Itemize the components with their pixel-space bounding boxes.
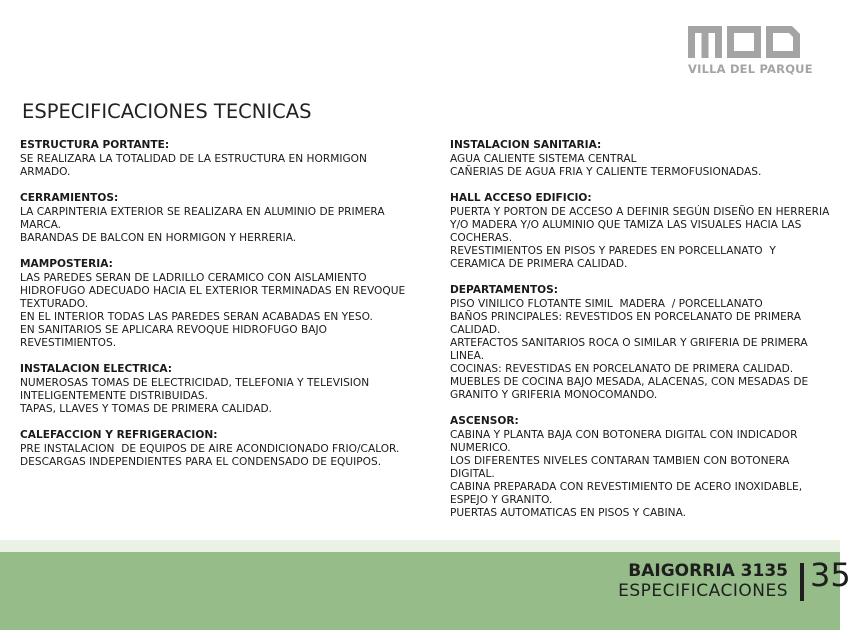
spec-section-title: ASCENSOR: [450, 415, 519, 427]
footer-address: BAIGORRIA 3135 [628, 561, 788, 581]
spec-line: PUERTA Y PORTON DE ACCESO A DEFINIR SEGÚN DISEÑO EN HERRERIA Y/O MADERA Y/O ALUMINIO QUE TAMIZA LAS VISUALES HACIA LAS COCHERAS. [450, 206, 833, 244]
spec-line: PISO VINILICO FLOTANTE SIMIL MADERA / PORCELLANATO [450, 298, 763, 310]
spec-section-title: INSTALACION SANITARIA: [450, 139, 602, 151]
spec-line: NUMEROSAS TOMAS DE ELECTRICIDAD, TELEFONIA Y TELEVISION INTELIGENTEMENTE DISTRIBUIDAS. [20, 377, 373, 402]
spec-line: SE REALIZARA LA TOTALIDAD DE LA ESTRUCTURA EN HORMIGON ARMADO. [20, 153, 371, 178]
spec-section-title: HALL ACCESO EDIFICIO: [450, 192, 592, 204]
footer-divider-strip [0, 540, 840, 552]
brand-logo [688, 26, 813, 76]
spec-section-title: DEPARTAMENTOS: [450, 284, 559, 296]
spec-line: LAS PAREDES SERAN DE LADRILLO CERAMICO CON AISLAMIENTO HIDROFUGO ADECUADO HACIA EL EXTERIOR TERMINADAS EN REVOQUE TEXTURADO. [20, 272, 409, 310]
spec-line: REVESTIMIENTOS EN PISOS Y PAREDES EN PORCELLANATO Y CERAMICA DE PRIMERA CALIDAD. [450, 245, 780, 270]
footer-text-block [618, 561, 788, 601]
spec-section-title: CALEFACCION Y REFRIGERACION: [20, 429, 218, 441]
spec-section-title: INSTALACION ELECTRICA: [20, 363, 172, 375]
spec-section [20, 139, 415, 179]
spec-section-title: CERRAMIENTOS: [20, 192, 119, 204]
spec-line: TAPAS, LLAVES Y TOMAS DE PRIMERA CALIDAD. [20, 403, 272, 415]
spec-section [20, 363, 415, 416]
spec-column-left [20, 139, 415, 482]
spec-section [20, 258, 415, 350]
footer-band [0, 552, 851, 630]
brand-subtitle: VILLA DEL PARQUE [688, 62, 813, 76]
spec-line: MUEBLES DE COCINA BAJO MESADA, ALACENAS, CON MESADAS DE GRANITO Y GRIFERIA MONOCOMANDO. [450, 376, 812, 401]
spec-section [450, 192, 833, 271]
spec-line: ARTEFACTOS SANITARIOS ROCA O SIMILAR Y GRIFERIA DE PRIMERA LINEA. [450, 337, 812, 362]
spec-line: COCINAS: REVESTIDAS EN PORCELANATO DE PRIMERA CALIDAD. [450, 363, 794, 375]
footer-section-label: ESPECIFICACIONES [618, 581, 788, 601]
spec-line: PRE INSTALACION DE EQUIPOS DE AIRE ACONDICIONADO FRIO/CALOR. [20, 443, 400, 455]
spec-line: CAÑERIAS DE AGUA FRIA Y CALIENTE TERMOFUSIONADAS. [450, 166, 762, 178]
spec-line: LOS DIFERENTES NIVELES CONTARAN TAMBIEN CON BOTONERA DIGITAL. [450, 455, 793, 480]
spec-line: DESCARGAS INDEPENDIENTES PARA EL CONDENSADO DE EQUIPOS. [20, 456, 382, 468]
footer-separator-bar [800, 563, 804, 601]
spec-line: PUERTAS AUTOMATICAS EN PISOS Y CABINA. [450, 507, 686, 519]
spec-section-title: ESTRUCTURA PORTANTE: [20, 139, 170, 151]
spec-section [450, 415, 830, 520]
page-number: 35 [810, 556, 851, 594]
spec-line: AGUA CALIENTE SISTEMA CENTRAL [450, 153, 637, 165]
spec-section-title: MAMPOSTERIA: [20, 258, 113, 270]
spec-line: CABINA Y PLANTA BAJA CON BOTONERA DIGITAL CON INDICADOR NUMERICO. [450, 429, 801, 454]
spec-line: CABINA PREPARADA CON REVESTIMIENTO DE ACERO INOXIDABLE, ESPEJO Y GRANITO. [450, 481, 806, 506]
spec-line: BAÑOS PRINCIPALES: REVESTIDOS EN PORCELANATO DE PRIMERA CALIDAD. [450, 311, 805, 336]
spec-line: EN SANITARIOS SE APLICARA REVOQUE HIDROFUGO BAJO REVESTIMIENTOS. [20, 324, 331, 349]
page-title: ESPECIFICACIONES TECNICAS [22, 100, 312, 123]
spec-section [450, 139, 830, 179]
spec-line: LA CARPINTERIA EXTERIOR SE REALIZARA EN ALUMINIO DE PRIMERA MARCA. [20, 206, 388, 231]
spec-section [450, 284, 830, 402]
spec-line: EN EL INTERIOR TODAS LAS PAREDES SERAN ACABADAS EN YESO. [20, 311, 373, 323]
spec-column-right [450, 139, 833, 533]
spec-section [20, 429, 415, 469]
mod-logo-icon [688, 26, 800, 58]
spec-line: BARANDAS DE BALCON EN HORMIGON Y HERRERIA. [20, 232, 297, 244]
spec-section [20, 192, 415, 245]
